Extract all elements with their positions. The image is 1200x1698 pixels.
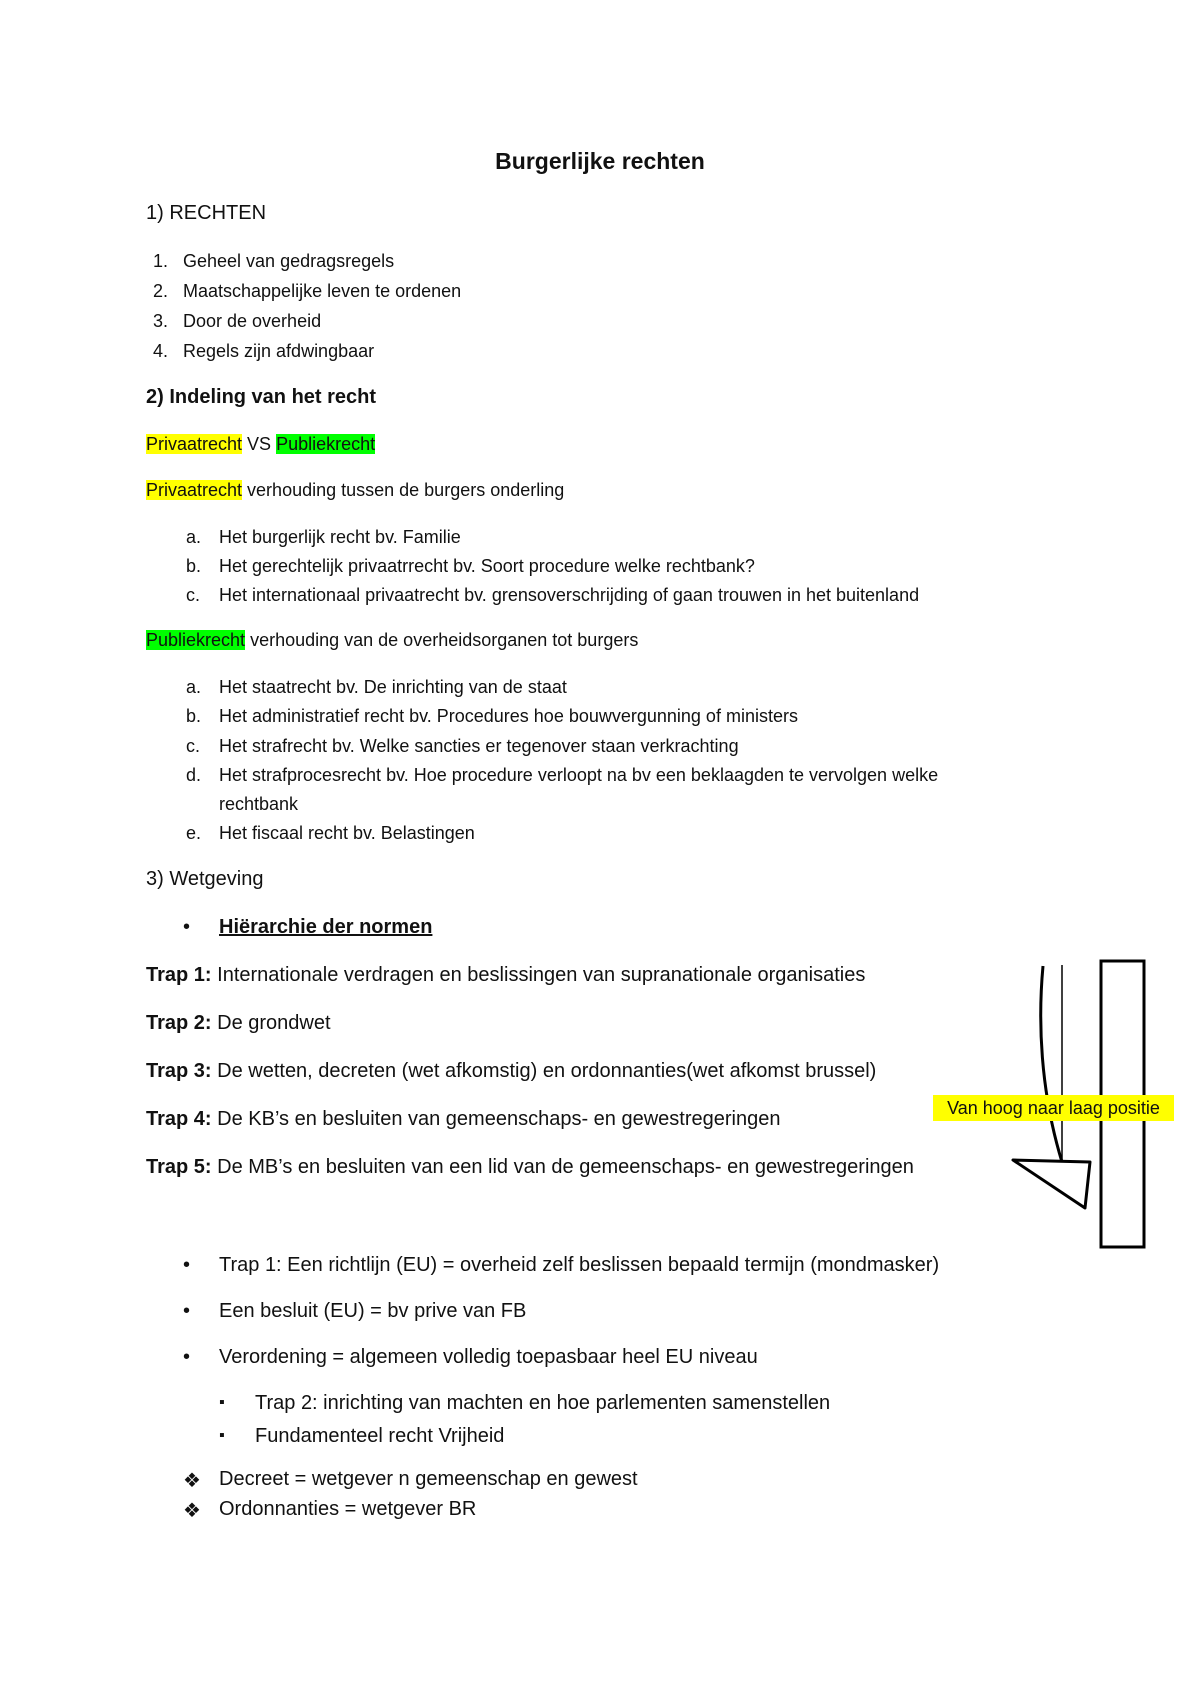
section-1-heading: 1) RECHTEN bbox=[146, 202, 267, 224]
publiekrecht-highlight: Publiekrecht bbox=[276, 434, 376, 454]
compare-line: Privaatrecht VS Publiekrecht bbox=[146, 434, 376, 454]
privaatrecht-definition: Privaatrecht verhouding tussen de burgers onderling bbox=[146, 480, 565, 500]
trap-line: Trap 5: De MB’s en besluiten van een lid van de gemeenschaps- en gewestregeringen bbox=[146, 1156, 914, 1178]
arrow-shaft bbox=[1041, 966, 1062, 1162]
trap-line: Trap 2: De grondwet bbox=[146, 1012, 331, 1034]
arrow-head-icon bbox=[1013, 1160, 1090, 1208]
trap-line: Trap 1: Internationale verdragen en beslissingen van supranationale organisaties bbox=[146, 964, 866, 986]
document-title: Burgerlijke rechten bbox=[495, 148, 705, 174]
direction-note: Van hoog naar laag positie bbox=[933, 1095, 1174, 1121]
section-2-heading: 2) Indeling van het recht bbox=[146, 386, 377, 408]
section-3-heading: 3) Wetgeving bbox=[146, 868, 264, 890]
publiekrecht-definition: Publiekrecht verhouding van de overheidsorganen tot burgers bbox=[146, 630, 639, 650]
trap-line: Trap 3: De wetten, decreten (wet afkomstig) en ordonnanties(wet afkomst brussel) bbox=[146, 1060, 877, 1082]
document-page: Burgerlijke rechten 1) RECHTEN 1. Geheel van gedragsregels 2. Maatschappelijke leven te ordenen 3. Door de overheid 4. Regels zijn afdwingbaar 2) Indeling van het recht Privaatrecht VS Publiekrecht Privaatrecht verhouding tussen de burgers onderling a. Het burgerlijk recht bv. Familie b. Het gerechtelijk privaatrrecht bv. Soort procedure welke rechtbank? c. Het internationaal privaatrecht bv. grensoverschrijding of gaan trouwen in het buitenland Publiekrecht verhouding van de overheidsorganen tot burgers a. Het staatrecht bv. De inrichting van de staat b. Het administratief recht bv. Procedures hoe bouwvergunning of ministers c. Het strafrecht bv. Welke sancties er tegenover staan verkrachting d. Het strafprocesrecht bv. Hoe procedure verloopt na bv een beklaagden te vervolgen welke rechtbank e. Het fiscaal recht bv. Belastingen 3) Wetgeving • Hiërarchie der normen Trap 1: Internationale verdragen en beslissingen van supranationale organisaties Trap 2: De grondwet Trap 3: De wetten, decreten (wet afkomstig) en ordonnanties(wet afkomst brussel) Trap 4: De KB’s en besluiten van gemeenschaps- en gewestregeringen Trap 5: De MB’s en besluiten van een lid van de gemeenschaps- en gewestregeringen Van hoog naar laag positie • Trap 1: Een richtlijn (EU) = overheid zelf beslissen bepaald termijn (mondmasker) • Een besluit (EU) = bv prive van FB • Verordening = algemeen volledig toepasbaar heel EU niveau ▪ Trap 2: inrichting van machten en hoe parlementen samenstellen ▪ Fundamenteel recht Vrijheid ❖ Decreet = wetgever n gemeenschap en gewest ❖ Ordonnanties = wetgever BR bbox=[0, 0, 1200, 1698]
privaatrecht-highlight: Privaatrecht bbox=[146, 434, 243, 454]
trap-line: Trap 4: De KB’s en besluiten van gemeenschaps- en gewestregeringen bbox=[146, 1108, 781, 1130]
